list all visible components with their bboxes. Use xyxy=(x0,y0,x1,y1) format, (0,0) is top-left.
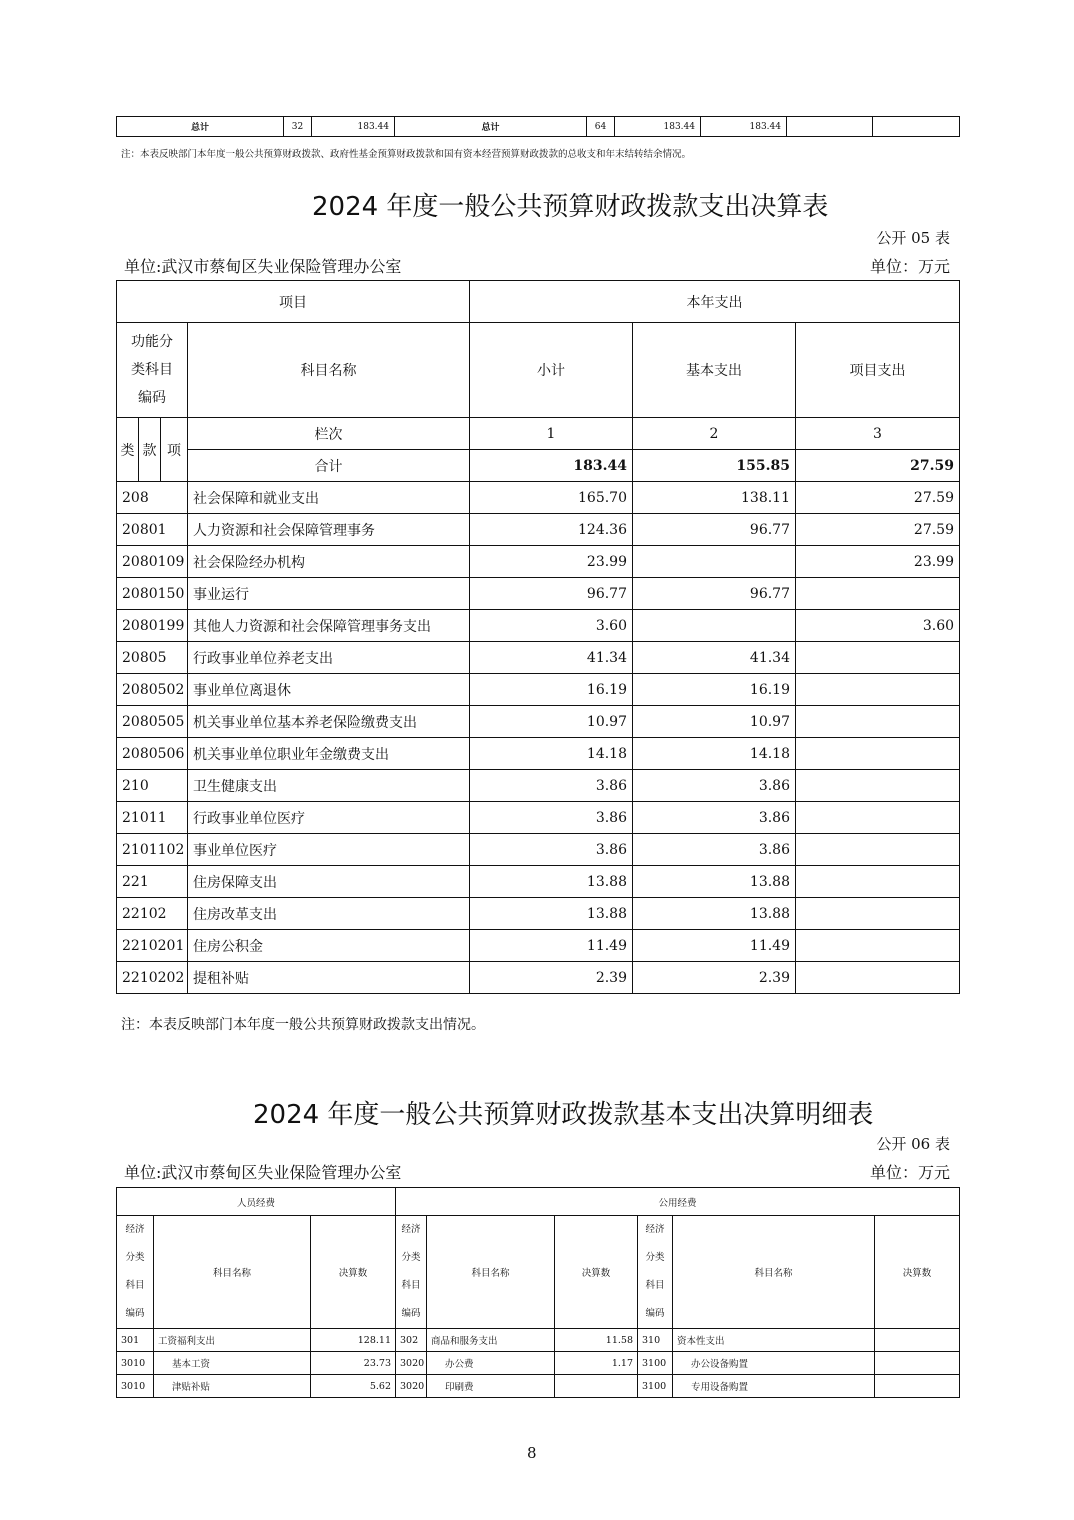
row-project xyxy=(796,802,960,834)
row-project xyxy=(796,770,960,802)
table06-header-row xyxy=(117,1216,960,1329)
column-number-3: 3 xyxy=(796,418,960,450)
table-row xyxy=(117,546,960,578)
row-project xyxy=(796,962,960,994)
header-econ-code-line: 科目 xyxy=(125,1280,145,1291)
row-basic: 3.86 xyxy=(633,802,796,834)
table05-unit-money: 单位：万元 xyxy=(869,257,950,276)
table05-header-row xyxy=(117,281,960,323)
row-code: 3100 xyxy=(638,1375,673,1398)
table06-body xyxy=(117,1329,960,1398)
row-code: 2080506 xyxy=(117,738,188,770)
left-total-value: 183.44 xyxy=(312,117,395,137)
table05-unit-org: 单位:武汉市蔡甸区失业保险管理办公室 xyxy=(124,257,402,276)
row-subtotal: 3.86 xyxy=(470,770,633,802)
header-subject-name: 科目名称 xyxy=(673,1216,875,1329)
row-basic: 3.86 xyxy=(633,770,796,802)
header-basic: 基本支出 xyxy=(633,323,796,418)
row-project xyxy=(796,578,960,610)
row-project: 27.59 xyxy=(796,482,960,514)
row-subject-name: 办公费 xyxy=(427,1352,555,1375)
summary-total-row-table xyxy=(116,116,960,137)
table-row xyxy=(117,866,960,898)
total-basic: 155.85 xyxy=(633,450,796,482)
row-subtotal: 124.36 xyxy=(470,514,633,546)
row-project xyxy=(796,834,960,866)
row-subject-name: 行政事业单位医疗 xyxy=(188,802,470,834)
table05-title: 2024 年度一般公共预算财政拨款支出决算表 xyxy=(312,192,829,222)
row-subject-name: 商品和服务支出 xyxy=(427,1329,555,1352)
row-amount xyxy=(875,1329,960,1352)
row-code: 221 xyxy=(117,866,188,898)
table-row xyxy=(117,738,960,770)
row-amount: 23.73 xyxy=(311,1352,396,1375)
header-xiang: 项 xyxy=(161,418,188,482)
table-row xyxy=(117,1329,960,1352)
header-func-code-line: 编码 xyxy=(138,390,166,406)
header-amount: 决算数 xyxy=(555,1216,638,1329)
row-subject-name: 资本性支出 xyxy=(673,1329,875,1352)
header-econ-code-line: 科目 xyxy=(645,1280,665,1291)
row-subject-name: 专用设备购置 xyxy=(673,1375,875,1398)
table06 xyxy=(116,1187,960,1398)
header-econ-code-line: 经济 xyxy=(401,1224,421,1235)
row-amount xyxy=(875,1352,960,1375)
right-total-label: 总计 xyxy=(395,117,587,137)
row-project xyxy=(796,866,960,898)
row-subject-name: 住房公积金 xyxy=(188,930,470,962)
header-econ-code xyxy=(117,1216,154,1329)
table-row xyxy=(117,1375,960,1398)
row-code: 2210201 xyxy=(117,930,188,962)
row-subject-name: 住房保障支出 xyxy=(188,866,470,898)
header-lei: 类 xyxy=(117,418,139,482)
row-basic xyxy=(633,546,796,578)
row-subject-name: 社会保险经办机构 xyxy=(188,546,470,578)
row-code: 210 xyxy=(117,770,188,802)
table-row xyxy=(117,514,960,546)
row-subject-name: 住房改革支出 xyxy=(188,898,470,930)
row-project xyxy=(796,898,960,930)
row-basic: 96.77 xyxy=(633,514,796,546)
left-total-label: 总计 xyxy=(117,117,284,137)
column-number-2: 2 xyxy=(633,418,796,450)
header-econ-code-line: 编码 xyxy=(125,1308,145,1319)
header-econ-code-line: 经济 xyxy=(125,1224,145,1235)
row-project xyxy=(796,674,960,706)
row-subject-name: 办公设备购置 xyxy=(673,1352,875,1375)
row-code: 2210202 xyxy=(117,962,188,994)
table-row xyxy=(117,834,960,866)
row-code: 3010 xyxy=(117,1375,154,1398)
row-subtotal: 2.39 xyxy=(470,962,633,994)
row-subject-name: 印刷费 xyxy=(427,1375,555,1398)
summary-total-row xyxy=(117,117,960,137)
table06-unit-org: 单位:武汉市蔡甸区失业保险管理办公室 xyxy=(124,1163,402,1182)
total-subtotal: 183.44 xyxy=(470,450,633,482)
row-basic: 3.86 xyxy=(633,834,796,866)
row-subtotal: 3.60 xyxy=(470,610,633,642)
row-basic: 96.77 xyxy=(633,578,796,610)
header-item: 项目 xyxy=(117,281,470,323)
table-row xyxy=(117,1352,960,1375)
row-code: 2080502 xyxy=(117,674,188,706)
row-subject-name: 提租补贴 xyxy=(188,962,470,994)
row-subject-name: 事业单位离退休 xyxy=(188,674,470,706)
row-code: 301 xyxy=(117,1329,154,1352)
row-code: 20805 xyxy=(117,642,188,674)
row-subject-name: 卫生健康支出 xyxy=(188,770,470,802)
left-row-number: 32 xyxy=(284,117,312,137)
row-code: 3020 xyxy=(396,1375,427,1398)
row-code: 2080150 xyxy=(117,578,188,610)
total-label: 合计 xyxy=(188,450,470,482)
table06-header-row xyxy=(117,1188,960,1216)
right-total-value-1: 183.44 xyxy=(615,117,701,137)
header-amount: 决算数 xyxy=(311,1216,396,1329)
header-kuan: 款 xyxy=(139,418,161,482)
header-func-code-line: 功能分 xyxy=(131,334,173,350)
right-row-number: 64 xyxy=(587,117,615,137)
table-row xyxy=(117,610,960,642)
table06-title: 2024 年度一般公共预算财政拨款基本支出决算明细表 xyxy=(253,1100,874,1130)
row-subject-name: 机关事业单位职业年金缴费支出 xyxy=(188,738,470,770)
row-code: 2080109 xyxy=(117,546,188,578)
table05-total-row xyxy=(117,450,960,482)
row-subject-name: 事业运行 xyxy=(188,578,470,610)
row-code: 3100 xyxy=(638,1352,673,1375)
row-project: 3.60 xyxy=(796,610,960,642)
row-subtotal: 23.99 xyxy=(470,546,633,578)
row-subtotal: 16.19 xyxy=(470,674,633,706)
row-subtotal: 14.18 xyxy=(470,738,633,770)
row-subtotal: 11.49 xyxy=(470,930,633,962)
table05 xyxy=(116,280,960,994)
header-econ-code xyxy=(638,1216,673,1329)
row-code: 21011 xyxy=(117,802,188,834)
header-subtotal: 小计 xyxy=(470,323,633,418)
table-row xyxy=(117,802,960,834)
row-code: 2101102 xyxy=(117,834,188,866)
table-row xyxy=(117,770,960,802)
header-current-year: 本年支出 xyxy=(470,281,960,323)
row-basic: 13.88 xyxy=(633,898,796,930)
row-amount xyxy=(875,1375,960,1398)
row-amount: 1.17 xyxy=(555,1352,638,1375)
table-row xyxy=(117,930,960,962)
row-subject-name: 社会保障和就业支出 xyxy=(188,482,470,514)
row-amount: 5.62 xyxy=(311,1375,396,1398)
header-subject-name: 科目名称 xyxy=(427,1216,555,1329)
row-code: 20801 xyxy=(117,514,188,546)
row-code: 302 xyxy=(396,1329,427,1352)
header-amount: 决算数 xyxy=(875,1216,960,1329)
header-subject-name: 科目名称 xyxy=(154,1216,311,1329)
row-project: 27.59 xyxy=(796,514,960,546)
row-project xyxy=(796,642,960,674)
row-subtotal: 96.77 xyxy=(470,578,633,610)
row-subtotal: 10.97 xyxy=(470,706,633,738)
row-basic: 2.39 xyxy=(633,962,796,994)
table-row xyxy=(117,482,960,514)
row-amount: 11.58 xyxy=(555,1329,638,1352)
row-basic: 14.18 xyxy=(633,738,796,770)
right-empty-cell xyxy=(787,117,873,137)
row-subject-name: 人力资源和社会保障管理事务 xyxy=(188,514,470,546)
table-row xyxy=(117,642,960,674)
table05-body xyxy=(117,482,960,994)
row-basic: 11.49 xyxy=(633,930,796,962)
row-basic: 41.34 xyxy=(633,642,796,674)
table05-note: 注：本表反映部门本年度一般公共预算财政拨款支出情况。 xyxy=(121,1017,485,1033)
table06-unit-money: 单位：万元 xyxy=(869,1163,950,1182)
row-subject-name: 基本工资 xyxy=(154,1352,311,1375)
header-econ-code-line: 编码 xyxy=(645,1308,665,1319)
row-subject-name: 津贴补贴 xyxy=(154,1375,311,1398)
row-subject-name: 其他人力资源和社会保障管理事务支出 xyxy=(188,610,470,642)
row-project: 23.99 xyxy=(796,546,960,578)
header-econ-code-line: 分类 xyxy=(645,1252,665,1263)
header-econ-code-line: 分类 xyxy=(401,1252,421,1263)
table05-code: 公开 05 表 xyxy=(876,229,950,247)
row-subtotal: 3.86 xyxy=(470,834,633,866)
header-econ-code xyxy=(396,1216,427,1329)
header-subject-name: 科目名称 xyxy=(188,323,470,418)
row-subtotal: 13.88 xyxy=(470,898,633,930)
row-subtotal: 165.70 xyxy=(470,482,633,514)
page-number: 8 xyxy=(527,1444,537,1462)
row-basic: 13.88 xyxy=(633,866,796,898)
header-func-code xyxy=(117,323,188,418)
row-subtotal: 41.34 xyxy=(470,642,633,674)
row-project xyxy=(796,706,960,738)
row-subject-name: 行政事业单位养老支出 xyxy=(188,642,470,674)
header-project: 项目支出 xyxy=(796,323,960,418)
row-code: 2080199 xyxy=(117,610,188,642)
row-code: 208 xyxy=(117,482,188,514)
header-column-no: 栏次 xyxy=(188,418,470,450)
table-row xyxy=(117,674,960,706)
table06-code: 公开 06 表 xyxy=(876,1135,950,1153)
header-econ-code-line: 编码 xyxy=(401,1308,421,1319)
row-code: 3010 xyxy=(117,1352,154,1375)
table05-column-number-row xyxy=(117,418,960,450)
right-total-value-2: 183.44 xyxy=(701,117,787,137)
row-subject-name: 事业单位医疗 xyxy=(188,834,470,866)
row-project xyxy=(796,738,960,770)
right-empty-cell xyxy=(873,117,960,137)
table-row xyxy=(117,898,960,930)
row-basic xyxy=(633,610,796,642)
row-basic: 16.19 xyxy=(633,674,796,706)
row-basic: 138.11 xyxy=(633,482,796,514)
header-econ-code-line: 经济 xyxy=(645,1224,665,1235)
header-econ-code-line: 科目 xyxy=(401,1280,421,1291)
row-basic: 10.97 xyxy=(633,706,796,738)
total-project: 27.59 xyxy=(796,450,960,482)
row-subtotal: 3.86 xyxy=(470,802,633,834)
row-subtotal: 13.88 xyxy=(470,866,633,898)
row-subject-name: 工资福利支出 xyxy=(154,1329,311,1352)
row-code: 3020 xyxy=(396,1352,427,1375)
summary-note: 注：本表反映部门本年度一般公共预算财政拨款、政府性基金预算财政拨款和国有资本经营预算财政拨款的总收支和年末结转结余情况。 xyxy=(121,149,692,160)
row-amount: 128.11 xyxy=(311,1329,396,1352)
row-project xyxy=(796,930,960,962)
row-code: 22102 xyxy=(117,898,188,930)
row-subject-name: 机关事业单位基本养老保险缴费支出 xyxy=(188,706,470,738)
row-code: 310 xyxy=(638,1329,673,1352)
table-row xyxy=(117,706,960,738)
header-public: 公用经费 xyxy=(396,1188,960,1216)
header-econ-code-line: 分类 xyxy=(125,1252,145,1263)
table05-header-row xyxy=(117,323,960,418)
table-row xyxy=(117,578,960,610)
table-row xyxy=(117,962,960,994)
row-code: 2080505 xyxy=(117,706,188,738)
header-func-code-line: 类科目 xyxy=(131,362,173,378)
column-number-1: 1 xyxy=(470,418,633,450)
header-personnel: 人员经费 xyxy=(117,1188,396,1216)
row-amount xyxy=(555,1375,638,1398)
